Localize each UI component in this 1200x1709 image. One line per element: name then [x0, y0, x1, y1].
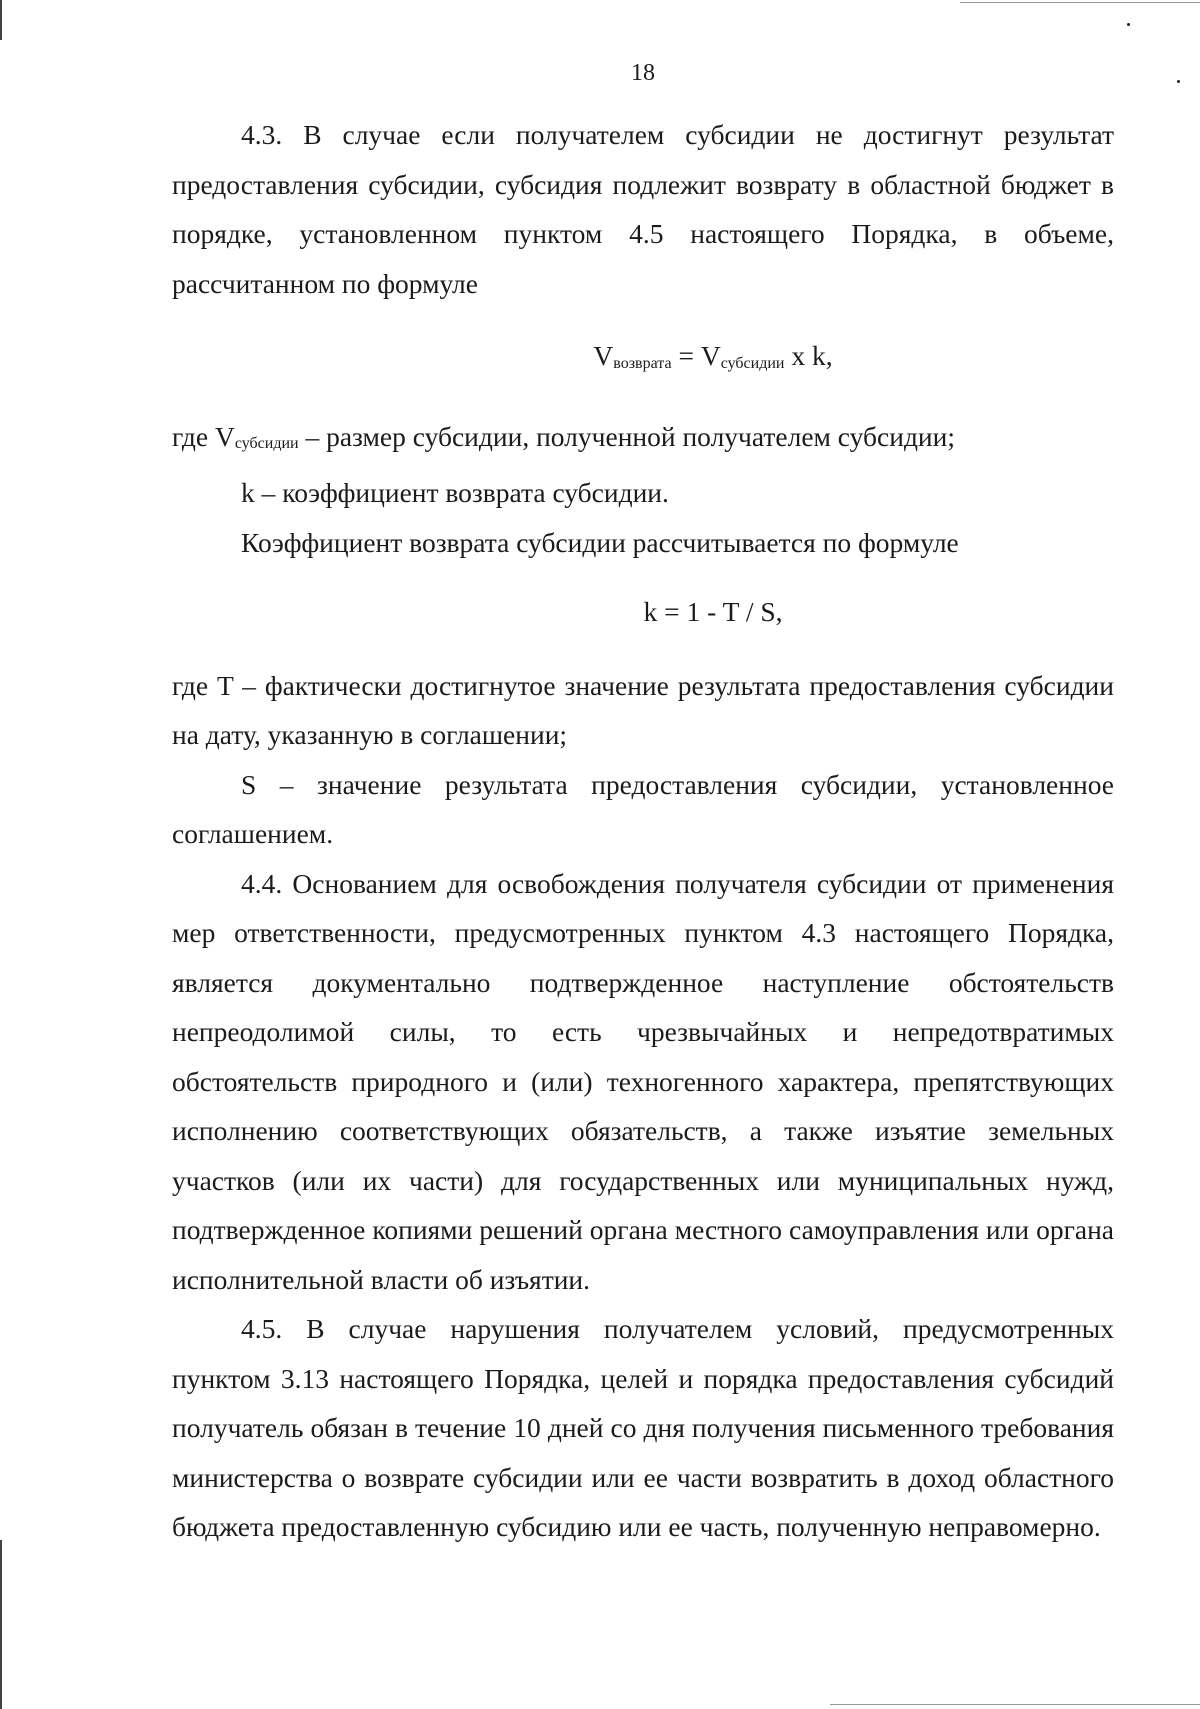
- formula-sub-subsidy: субсидии: [720, 355, 785, 372]
- paragraph-4-4: 4.4. Основанием для освобождения получателя субсидии от применения мер ответственности, предусмотренных пунктом 4.3 настоящего Порядка, является документально подтвержденное наступление обстоятельств непреодолимой силы, то есть чрезвычайных и непредотвратимых обстоятельств природного и (или) техногенного характера, препятствующих исполнению соответствующих обязательств, а также изъятие земельных участков (или их части) для государственных или муниципальных нужд, подтвержденное копиями решений органа местного самоуправления или органа исполнительной власти об изъятии.: [172, 867, 1114, 1295]
- definition-v-sub: субсидии: [234, 434, 299, 452]
- formula-sub-return: возврата: [613, 355, 672, 372]
- scan-speck: [1127, 23, 1130, 26]
- definition-v-subsidy: [172, 412, 1114, 469]
- definition-t: где T – фактически достигнутое значение результата предоставления субсидии на дату, указанную в соглашении;: [172, 669, 1114, 750]
- scan-edge-left-bottom: [0, 1540, 2, 1709]
- formula-coefficient: k = 1 - T / S,: [643, 596, 783, 627]
- definition-k: k – коэффициент возврата субсидии.: [241, 477, 669, 508]
- scan-edge-top: [960, 2, 1200, 3]
- formula-return-volume: [172, 331, 1114, 389]
- formula-eq: = V: [671, 340, 721, 371]
- scan-edge-left-top: [0, 0, 2, 40]
- coefficient-intro: Коэффициент возврата субсидии рассчитывается по формуле: [241, 526, 959, 558]
- formula-v: V: [593, 340, 614, 371]
- page-number: 18: [631, 60, 655, 86]
- paragraph-4-5: 4.5. В случае нарушения получателем условий, предусмотренных пунктом 3.13 настоящего Порядка, целей и порядка предоставления субсидий получатель обязан в течение 10 дней со дня получения письменного требования министерства о возврате субсидии или ее части возвратить в доход областного бюджета предоставленную субсидию или ее часть, полученную неправомерно.: [172, 1313, 1114, 1542]
- scan-edge-bottom: [830, 1704, 1200, 1705]
- paragraph-4-3: 4.3. В случае если получателем субсидии не достигнут результат предоставления субсидии, субсидия подлежит возврату в областной бюджет в порядке, установленном пунктом 4.5 настоящего Порядка, в объеме, рассчитанном по формуле: [172, 119, 1114, 299]
- definition-v-prefix: где V: [172, 420, 235, 452]
- definition-s: S – значение результата предоставления субсидии, установленное соглашением.: [172, 768, 1114, 849]
- definition-v-text: – размер субсидии, полученной получателем субсидии;: [298, 420, 956, 452]
- document-body: [172, 110, 1114, 1552]
- formula-tail: x k,: [784, 340, 833, 371]
